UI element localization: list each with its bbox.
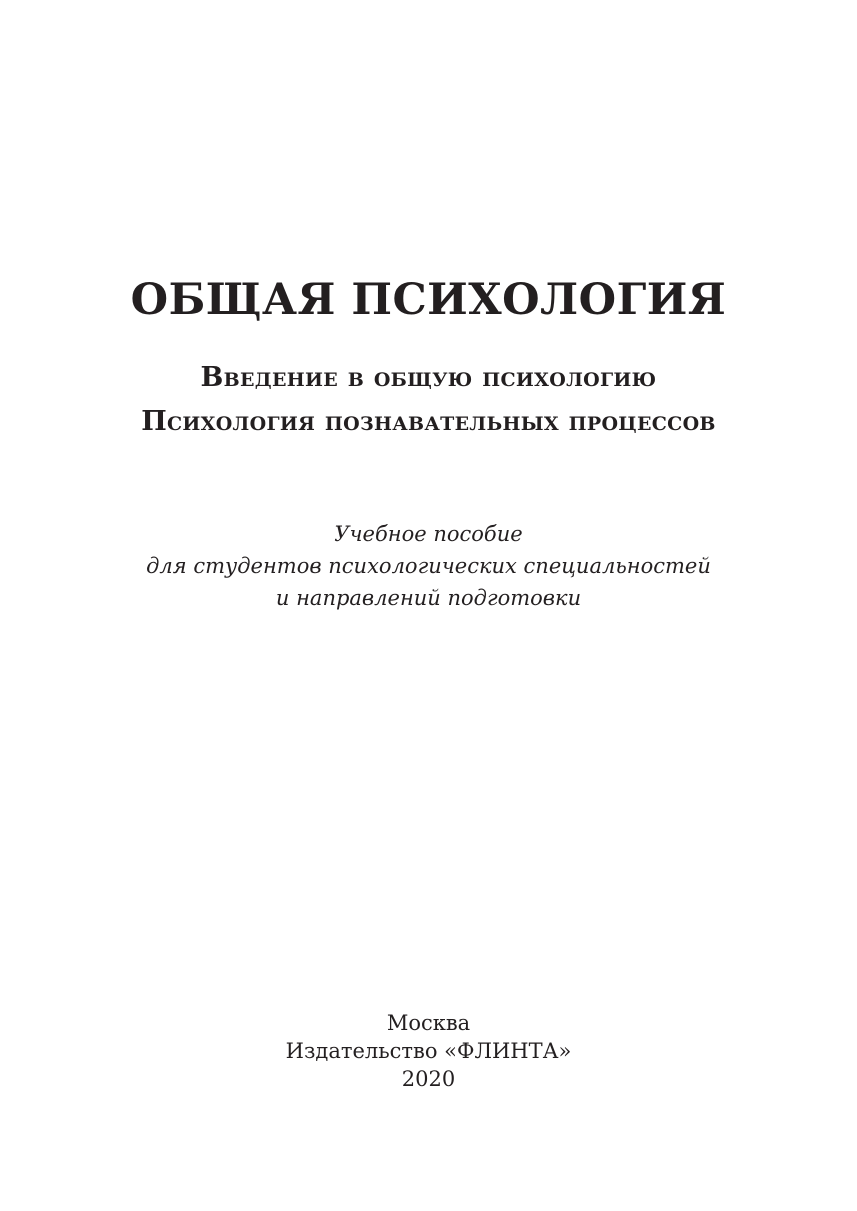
description-line: Учебное пособие	[334, 522, 523, 546]
description-line: для студентов психологических специальностей	[146, 554, 711, 578]
imprint-publisher: Издательство «ФЛИНТА»	[285, 1039, 572, 1063]
subtitle-block	[0, 356, 857, 444]
subtitle-line: Введение в общую психологию	[200, 362, 657, 393]
description-line: и направлений подготовки	[275, 586, 582, 610]
imprint-year: 2020	[401, 1067, 456, 1091]
publisher-imprint	[0, 1009, 857, 1093]
book-title: ОБЩАЯ ПСИХОЛОГИЯ	[130, 275, 727, 325]
imprint-city: Москва	[386, 1011, 471, 1035]
book-description	[0, 518, 857, 614]
subtitle-line: Психология познавательных процессов	[141, 406, 716, 437]
